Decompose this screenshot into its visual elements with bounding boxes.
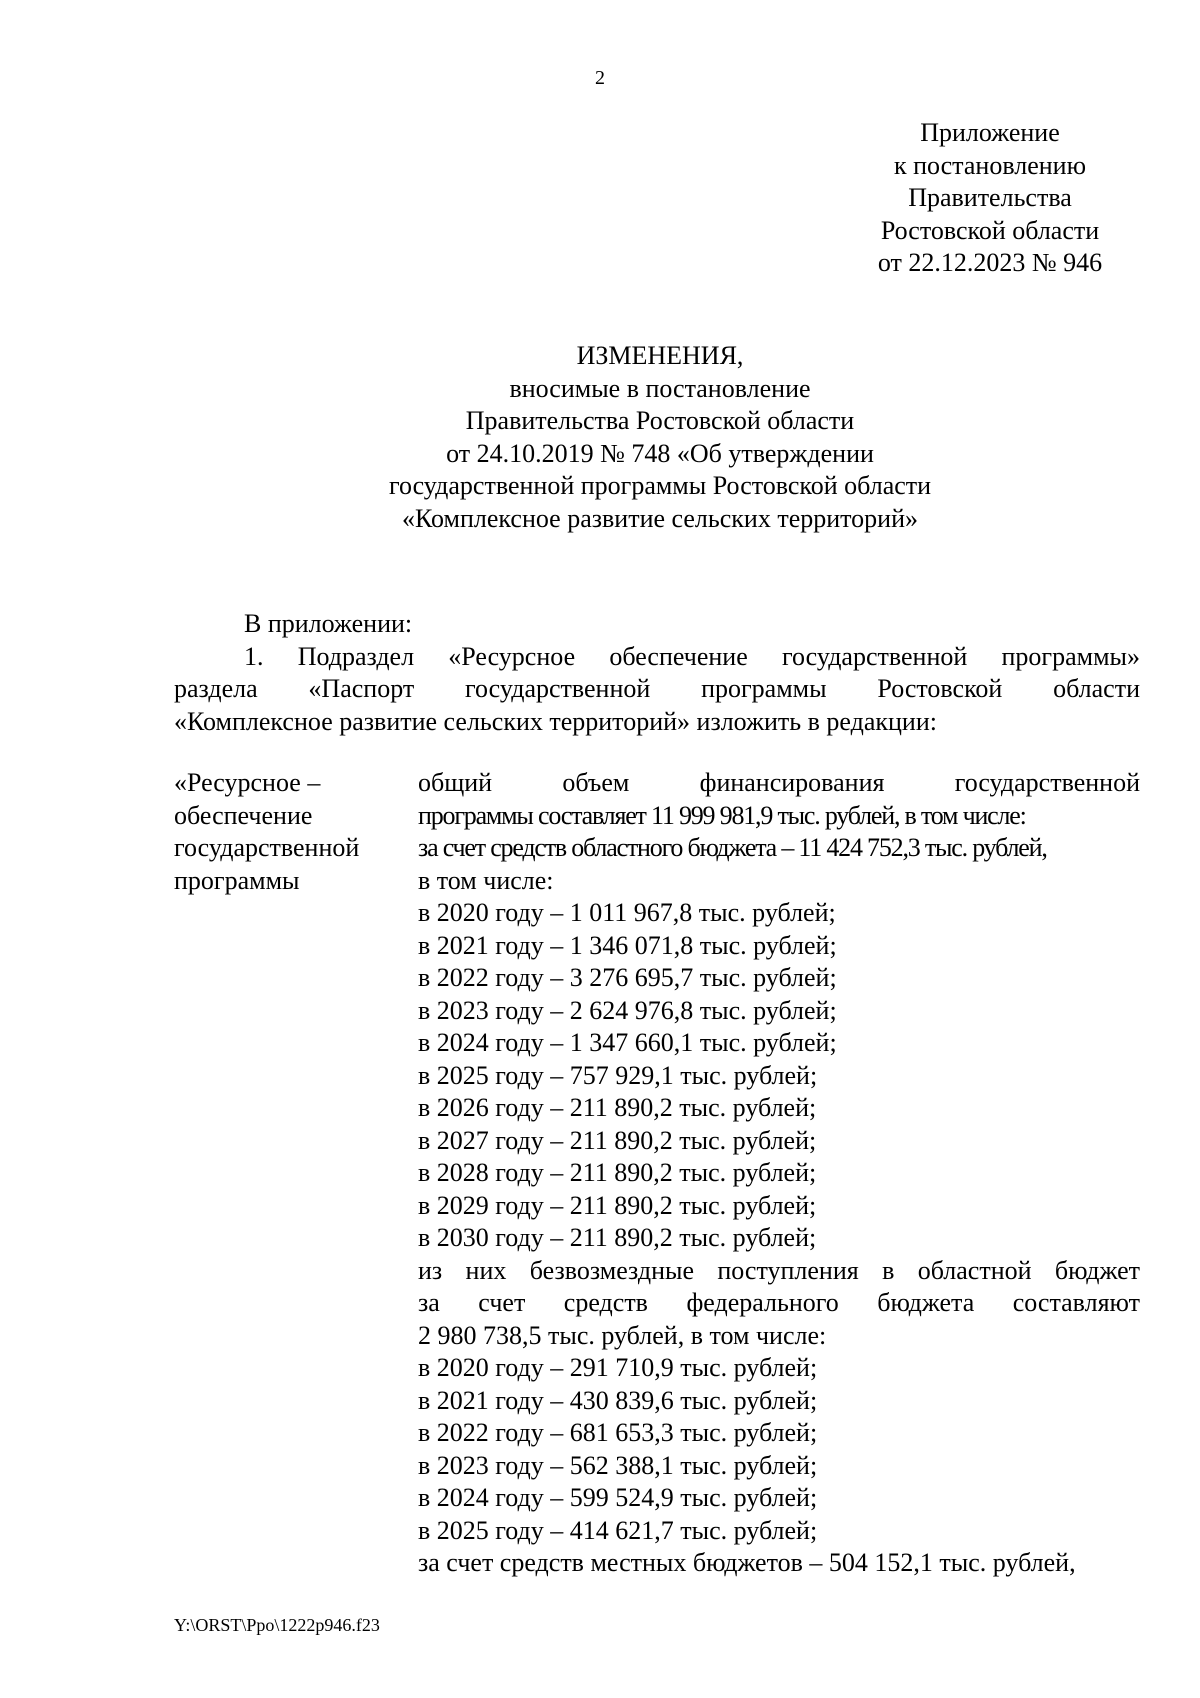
resource-content (418, 766, 1140, 1579)
content-line: в 2022 году – 3 276 695,7 тыс. рублей; (418, 963, 837, 992)
content-line: в 2029 году – 211 890,2 тыс. рублей; (418, 1190, 817, 1220)
appendix-reference (840, 117, 1140, 280)
appendix-line: к постановлению (893, 150, 1087, 180)
content-line: в 2023 году – 2 624 976,8 тыс. рублей; (418, 995, 837, 1025)
file-path-footer: Y:\ORST\Ppo\1222p946.f23 (174, 1615, 380, 1635)
content-line: 2 980 738,5 тыс. рублей, в том числе: (418, 1320, 827, 1350)
content-line: в 2026 году – 211 890,2 тыс. рублей; (418, 1093, 817, 1122)
content-line: в 2024 году – 599 524,9 тыс. рублей; (418, 1483, 818, 1512)
content-line: в 2021 году – 430 839,6 тыс. рублей; (418, 1385, 818, 1415)
header-line: Правительства Ростовской области (465, 406, 855, 435)
content-line: в 2021 году – 1 346 071,8 тыс. рублей; (418, 930, 837, 960)
label-line: «Ресурсное – (174, 768, 321, 797)
intro-line: В приложении: (244, 609, 413, 638)
item-1-line: 1. Подраздел «Ресурсное обеспечение государственной программы» (244, 641, 1140, 671)
label-line: программы (174, 865, 300, 895)
header-line: от 24.10.2019 № 748 «Об утверждении (446, 438, 874, 468)
content-line: общий объем финансирования государственной (418, 768, 1140, 797)
document-title: ИЗМЕНЕНИЯ, (576, 341, 744, 370)
resource-label (174, 766, 404, 896)
label-line: государственной (174, 833, 360, 862)
header-line: вносимые в постановление (509, 373, 811, 403)
label-line: обеспечение (174, 800, 313, 830)
content-line: в том числе: (418, 865, 554, 895)
content-line: из них безвозмездные поступления в областной бюджет (418, 1255, 1140, 1285)
item-1-line: «Комплексное развитие сельских территорий» изложить в редакции: (174, 706, 937, 736)
header-line: «Комплексное развитие сельских территорий» (401, 503, 919, 533)
content-line: в 2020 году – 1 011 967,8 тыс. рублей; (418, 898, 836, 927)
content-line: в 2028 году – 211 890,2 тыс. рублей; (418, 1158, 817, 1187)
appendix-line: от 22.12.2023 № 946 (877, 248, 1103, 277)
content-line: за счет средств областного бюджета – 11 424 752,3 тыс. рублей, (418, 833, 1047, 862)
item-1-line: раздела «Паспорт государственной программы Ростовской области (174, 674, 1140, 703)
content-line: за счет средств местных бюджетов – 504 152,1 тыс. рублей, (418, 1548, 1076, 1577)
content-line: в 2027 году – 211 890,2 тыс. рублей; (418, 1125, 817, 1155)
page-number: 2 (595, 67, 605, 89)
content-line: в 2024 году – 1 347 660,1 тыс. рублей; (418, 1028, 837, 1057)
appendix-line: Правительства (908, 183, 1072, 212)
content-line: программы составляет 11 999 981,9 тыс. рублей, в том числе: (418, 800, 1026, 830)
appendix-line: Приложение (920, 118, 1060, 147)
content-line: в 2020 году – 291 710,9 тыс. рублей; (418, 1353, 818, 1382)
document-header (300, 340, 1020, 535)
content-line: в 2025 году – 414 621,7 тыс. рублей; (418, 1515, 818, 1545)
content-line: в 2030 году – 211 890,2 тыс. рублей; (418, 1223, 817, 1252)
document-body (174, 607, 1140, 737)
content-line: за счет средств федерального бюджета составляют (418, 1288, 1140, 1317)
content-line: в 2025 году – 757 929,1 тыс. рублей; (418, 1060, 818, 1090)
content-line: в 2023 году – 562 388,1 тыс. рублей; (418, 1450, 818, 1480)
appendix-line: Ростовской области (880, 215, 1100, 245)
header-line: государственной программы Ростовской области (388, 471, 932, 500)
content-line: в 2022 году – 681 653,3 тыс. рублей; (418, 1418, 818, 1447)
